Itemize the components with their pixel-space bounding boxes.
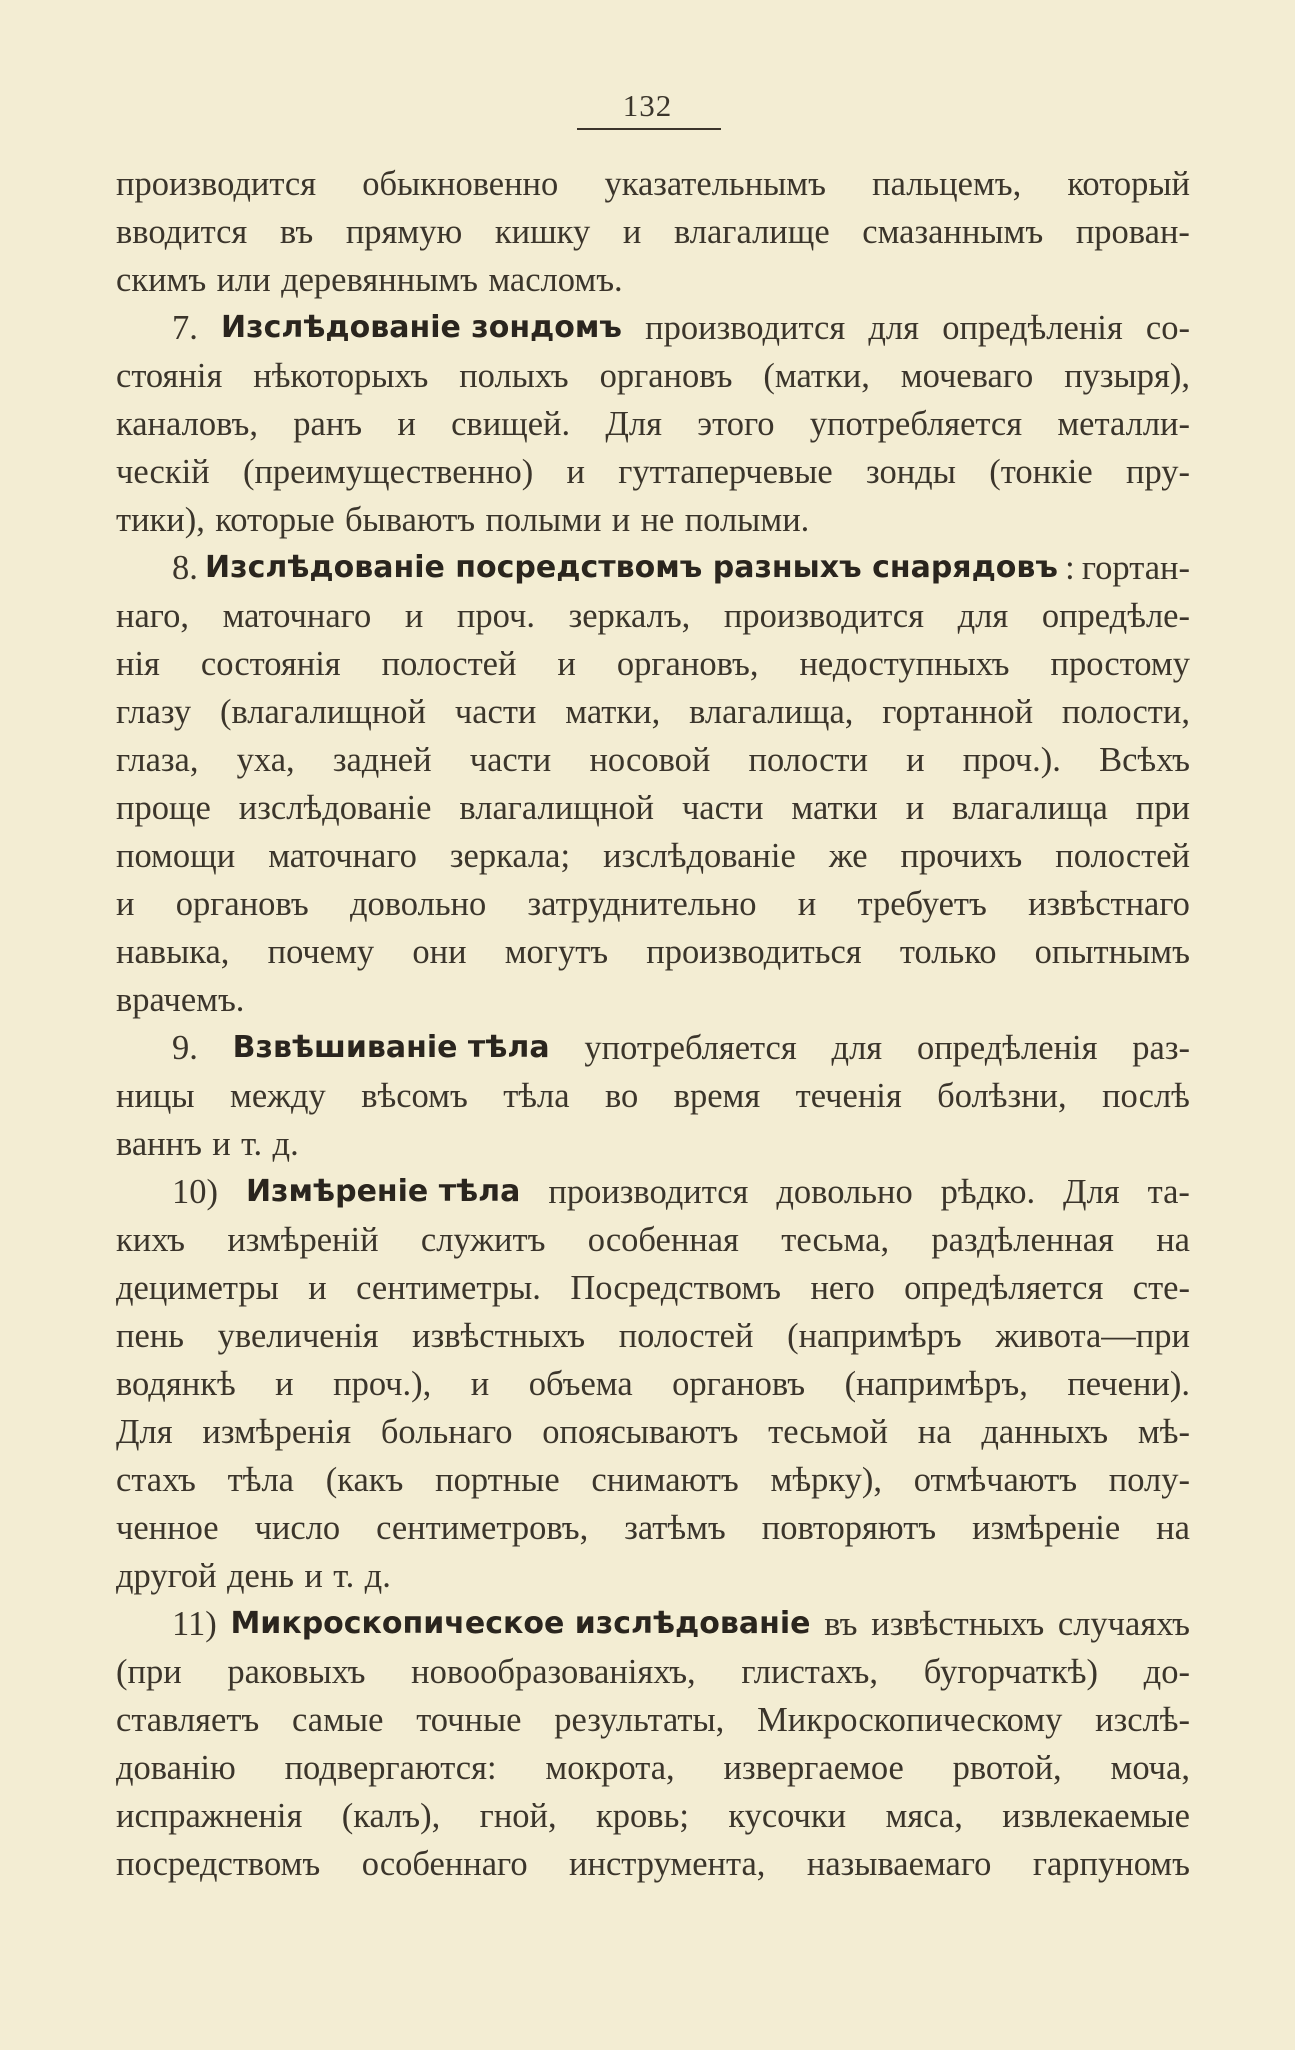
text-word: тесьмой — [768, 1413, 888, 1451]
text-line — [116, 1696, 1190, 1744]
text-line — [116, 1648, 1190, 1696]
text-word: полу- — [1108, 1461, 1190, 1499]
text-word: раковыхъ — [227, 1653, 366, 1691]
text-line — [116, 1264, 1190, 1312]
text-word: Для — [1063, 1173, 1120, 1211]
text-word: мѣрку), — [770, 1461, 882, 1499]
text-word: инструмента, — [569, 1845, 766, 1883]
text-word: сте- — [1132, 1269, 1190, 1307]
text-word: Для — [116, 1413, 173, 1451]
text-word: стоянія — [116, 357, 223, 395]
text-word: почему — [267, 933, 375, 971]
text-word: для — [868, 309, 920, 347]
text-word: кихъ — [116, 1221, 185, 1259]
text-line — [116, 1312, 1190, 1360]
text-word: проч. — [456, 597, 535, 635]
text-word: матки, — [565, 693, 661, 731]
text-word: и — [797, 885, 817, 923]
text-word: пальцемъ, — [872, 165, 1022, 203]
text-word: проч.). — [962, 741, 1061, 779]
text-word: вѣсомъ — [361, 1077, 468, 1115]
text-word: полости, — [1061, 693, 1190, 731]
text-word: прямую — [345, 213, 463, 251]
section-heading: Взвѣшиваніе тѣла — [232, 1030, 550, 1065]
text-word: та- — [1147, 1173, 1190, 1211]
text-word: (калъ), — [341, 1797, 441, 1835]
text-line — [116, 1744, 1190, 1792]
text-line — [116, 352, 1190, 400]
text-word: мѣ- — [1137, 1413, 1190, 1451]
text-line — [116, 784, 1190, 832]
body-text — [116, 160, 1190, 1888]
text-word: извергаемое — [723, 1749, 904, 1787]
text-line — [116, 1216, 1190, 1264]
text-word: послѣ — [1102, 1077, 1190, 1115]
text-word: день — [226, 1557, 295, 1595]
text-word: между — [229, 1077, 326, 1115]
text-line — [116, 736, 1190, 784]
text-word: извѣстныхъ — [412, 1317, 586, 1355]
text-word: могутъ — [504, 933, 609, 971]
text-word: они — [412, 933, 467, 971]
text-line — [116, 496, 1190, 544]
text-word: задней — [332, 741, 432, 779]
text-word: бываютъ — [345, 501, 476, 539]
text-word: мяса, — [885, 1797, 963, 1835]
text-line — [116, 688, 1190, 736]
text-word: увеличенія — [217, 1317, 379, 1355]
text-word: особеннаго — [361, 1845, 528, 1883]
text-word: кровь; — [596, 1797, 689, 1835]
text-word: нѣкоторыхъ — [253, 357, 429, 395]
text-word: которые — [215, 501, 335, 539]
text-word: пру- — [1125, 453, 1190, 491]
text-word: и — [397, 405, 416, 443]
text-word: (тонкіе — [989, 453, 1093, 491]
text-word: врачемъ. — [116, 981, 245, 1019]
text-line — [116, 592, 1190, 640]
text-word: производится — [548, 1173, 749, 1211]
text-word: проч.), — [333, 1365, 432, 1403]
text-word: пузыря), — [1064, 357, 1190, 395]
text-word: этого — [697, 405, 775, 443]
text-word: въ — [279, 213, 314, 251]
text-word: самые — [292, 1701, 384, 1739]
text-word: д. — [364, 1557, 391, 1595]
text-word: деревяннымъ — [281, 261, 478, 299]
text-word: стахъ — [116, 1461, 196, 1499]
text-word: (влагалищной — [219, 693, 426, 731]
text-word: недоступныхъ — [799, 645, 1010, 683]
text-word: д. — [272, 1125, 299, 1163]
text-word: полыхъ — [459, 357, 569, 395]
text-word: результаты, — [554, 1701, 725, 1739]
text-word: довольно — [776, 1173, 913, 1211]
text-word: и — [275, 1365, 294, 1403]
text-word: Микроскопическому — [757, 1701, 1063, 1739]
text-word: скимъ — [116, 261, 207, 299]
text-word: части — [454, 693, 537, 731]
text-word: число — [254, 1509, 341, 1547]
text-word: же — [828, 837, 868, 875]
text-word: производится — [645, 309, 846, 347]
text-line — [116, 544, 1190, 592]
text-word: органовъ, — [616, 645, 759, 683]
text-word: кусочки — [728, 1797, 847, 1835]
text-word: и — [308, 1269, 327, 1307]
text-word: рвотой, — [952, 1749, 1062, 1787]
text-word: до- — [1143, 1653, 1190, 1691]
text-word: извѣстнаго — [1028, 885, 1190, 923]
text-word: свищей. — [451, 405, 571, 443]
text-word: мокрота, — [545, 1749, 675, 1787]
text-word: ваннъ — [116, 1125, 202, 1163]
text-word: (напримѣръ — [787, 1317, 962, 1355]
section-heading: Изслѣдованіе посредствомъ разныхъ снарядовъ — [205, 550, 1058, 585]
text-word: измѣреніе — [972, 1509, 1121, 1547]
section-heading: Изслѣдованіе зондомъ — [221, 310, 622, 345]
text-word: гарпуномъ — [1032, 1845, 1190, 1883]
text-line — [116, 1408, 1190, 1456]
text-word: масломъ. — [488, 261, 623, 299]
text-word: объема — [528, 1365, 633, 1403]
text-word: портные — [435, 1461, 560, 1499]
text-word: раз- — [1132, 1029, 1190, 1067]
text-line — [116, 832, 1190, 880]
text-word: простому — [1050, 645, 1190, 683]
section-heading: Микроскопическое изслѣдованіе — [230, 1606, 811, 1641]
text-word: рѣдко. — [940, 1173, 1036, 1211]
text-word: и — [611, 501, 631, 539]
text-line — [116, 160, 1190, 208]
text-word: глазу — [116, 693, 192, 731]
text-word: тесьма, — [781, 1221, 890, 1259]
text-line — [116, 304, 1190, 352]
text-word: 7. — [172, 309, 198, 347]
text-word: данныхъ — [981, 1413, 1109, 1451]
text-word: отмѣчаютъ — [913, 1461, 1078, 1499]
text-word: сентиметровъ, — [376, 1509, 589, 1547]
text-word: изслѣдованіе — [238, 789, 432, 827]
text-word: части — [681, 789, 764, 827]
text-word: опредѣляется — [904, 1269, 1104, 1307]
text-line — [116, 928, 1190, 976]
text-word: 10) — [172, 1173, 218, 1211]
text-line — [116, 1024, 1190, 1072]
text-line — [116, 1792, 1190, 1840]
text-word: употребляется — [809, 405, 1023, 443]
page-number-rule — [577, 128, 721, 130]
text-word: (какъ — [325, 1461, 404, 1499]
text-word: и — [404, 597, 424, 635]
text-line — [116, 1360, 1190, 1408]
text-line — [116, 1456, 1190, 1504]
text-word: дециметры — [116, 1269, 279, 1307]
text-word: на — [1156, 1509, 1190, 1547]
text-word: измѣреній — [227, 1221, 379, 1259]
text-word: затѣмъ — [624, 1509, 726, 1547]
text-word: и — [906, 741, 925, 779]
text-word: на — [917, 1413, 952, 1451]
text-word: при — [1135, 789, 1190, 827]
text-word: маточнаго — [268, 837, 417, 875]
text-line — [116, 976, 1190, 1024]
text-word: него — [810, 1269, 875, 1307]
text-word: довольно — [349, 885, 487, 923]
text-word: во — [604, 1077, 639, 1115]
text-word: опытнымъ — [1034, 933, 1190, 971]
text-line — [116, 208, 1190, 256]
text-word: (преимущественно) — [242, 453, 534, 491]
text-word: извлекаемые — [1002, 1797, 1190, 1835]
text-word: и — [905, 789, 925, 827]
text-word: тики), — [116, 501, 205, 539]
text-word: и — [116, 885, 135, 923]
text-word: другой — [116, 1557, 217, 1595]
text-word: 9. — [172, 1029, 198, 1067]
text-word: полостей — [618, 1317, 754, 1355]
text-word: производится — [723, 597, 924, 635]
text-word: навыка, — [116, 933, 230, 971]
text-word: маточнаго — [222, 597, 372, 635]
text-word: или — [216, 261, 271, 299]
text-word: не — [640, 501, 675, 539]
text-word: пень — [116, 1317, 184, 1355]
text-word: ранъ — [293, 405, 363, 443]
text-word: затруднительно — [527, 885, 757, 923]
text-word: состоянія — [200, 645, 341, 683]
text-word: влагалище — [673, 213, 830, 251]
text-word: наго, — [116, 597, 189, 635]
text-word: полыми. — [684, 501, 810, 539]
text-word: и — [304, 1557, 323, 1595]
text-line — [116, 1168, 1190, 1216]
text-word: глаза, — [116, 741, 199, 779]
text-word: испражненія — [116, 1797, 303, 1835]
text-word: гуттаперчевые — [618, 453, 833, 491]
text-word: (при — [116, 1653, 182, 1691]
text-word: кишку — [494, 213, 591, 251]
text-word: т. — [241, 1125, 263, 1163]
text-word: органовъ — [175, 885, 309, 923]
text-word: больнаго — [380, 1413, 513, 1451]
text-word: мочеваго — [900, 357, 1034, 395]
text-word: болѣзни, — [937, 1077, 1067, 1115]
text-word: полостей — [381, 645, 517, 683]
text-word: бугорчаткѣ) — [923, 1653, 1098, 1691]
text-word: на — [1156, 1221, 1190, 1259]
text-word: 11) — [172, 1605, 217, 1643]
text-word: сентиметры. — [356, 1269, 541, 1307]
text-line — [116, 400, 1190, 448]
section-heading: Измѣреніе тѣла — [245, 1174, 521, 1209]
text-word: новообразованіяхъ, — [411, 1653, 696, 1691]
text-line — [116, 640, 1190, 688]
text-word: производится — [116, 165, 317, 203]
text-word: смазаннымъ — [862, 213, 1044, 251]
text-line — [116, 1072, 1190, 1120]
text-word: : — [1065, 549, 1075, 587]
text-line — [116, 448, 1190, 496]
text-word: и — [557, 645, 576, 683]
text-word: производиться — [646, 933, 862, 971]
text-word: полыми — [485, 501, 602, 539]
text-word: опоясываютъ — [542, 1413, 739, 1451]
text-word: (матки, — [763, 357, 870, 395]
text-word: Для — [605, 405, 663, 443]
text-word: уха, — [236, 741, 295, 779]
text-word: требуетъ — [857, 885, 987, 923]
text-word: для — [957, 597, 1009, 635]
text-word: и — [470, 1365, 490, 1403]
text-word: случаяхъ — [1057, 1605, 1190, 1643]
text-word: со- — [1145, 309, 1190, 347]
text-word: ставляетъ — [116, 1701, 260, 1739]
text-word: особенная — [587, 1221, 739, 1259]
text-line — [116, 880, 1190, 928]
text-word: 8. — [172, 549, 198, 587]
text-word: ченное — [116, 1509, 219, 1547]
text-word: матки — [791, 789, 878, 827]
text-word: полостей — [1055, 837, 1190, 875]
text-word: посредствомъ — [116, 1845, 321, 1883]
text-word: называемаго — [806, 1845, 992, 1883]
text-word: повторяютъ — [761, 1509, 937, 1547]
text-word: снимаютъ — [591, 1461, 739, 1499]
text-word: который — [1067, 165, 1190, 203]
text-word: живота—при — [995, 1317, 1190, 1355]
text-word: металли- — [1057, 405, 1190, 443]
text-word: органовъ — [672, 1365, 806, 1403]
text-word: тѣла — [503, 1077, 570, 1115]
text-line — [116, 1840, 1190, 1888]
text-word: теченія — [795, 1077, 902, 1115]
text-word: т. — [333, 1557, 355, 1595]
text-word: полости — [748, 741, 868, 779]
text-word: зеркала; — [449, 837, 571, 875]
text-word: указательнымъ — [604, 165, 826, 203]
text-word: прован- — [1075, 213, 1190, 251]
text-word: прочихъ — [900, 837, 1023, 875]
text-word: обыкновенно — [362, 165, 559, 203]
text-word: гной, — [479, 1797, 557, 1835]
text-word: для — [831, 1029, 883, 1067]
text-word: время — [673, 1077, 761, 1115]
text-word: извѣстныхъ — [871, 1605, 1045, 1643]
text-word: употребляется — [584, 1029, 797, 1067]
page-number: 132 — [622, 88, 673, 123]
text-word: служитъ — [420, 1221, 546, 1259]
text-word: только — [899, 933, 997, 971]
text-word: опредѣленія — [916, 1029, 1098, 1067]
text-word: ческій — [116, 453, 210, 491]
text-word: подвергаются: — [284, 1749, 497, 1787]
text-word: дованію — [116, 1749, 236, 1787]
text-word: зонды — [866, 453, 956, 491]
text-line — [116, 1552, 1190, 1600]
text-word: вводится — [116, 213, 248, 251]
text-word: (напримѣръ, — [844, 1365, 1028, 1403]
text-word: влагалища — [952, 789, 1108, 827]
text-word: проще — [116, 789, 211, 827]
text-word: каналовъ, — [116, 405, 258, 443]
text-word: ницы — [116, 1077, 195, 1115]
text-word: водянкѣ — [116, 1365, 236, 1403]
text-word: нія — [116, 645, 160, 683]
text-word: Посредствомъ — [570, 1269, 782, 1307]
text-word: моча, — [1110, 1749, 1190, 1787]
text-word: влагалищной — [459, 789, 654, 827]
text-line — [116, 1120, 1190, 1168]
text-word: измѣренія — [202, 1413, 352, 1451]
text-word: глистахъ, — [741, 1653, 878, 1691]
text-word: и — [622, 213, 642, 251]
text-word: носовой — [589, 741, 711, 779]
text-word: опредѣленія — [942, 309, 1123, 347]
text-word: Всѣхъ — [1099, 741, 1190, 779]
text-word: части — [469, 741, 552, 779]
text-word: изслѣ- — [1095, 1701, 1190, 1739]
text-line — [116, 1504, 1190, 1552]
text-word: и — [212, 1125, 231, 1163]
text-word: гортанной — [882, 693, 1034, 731]
text-word: раздѣленная — [931, 1221, 1114, 1259]
text-word: и — [566, 453, 585, 491]
text-word: тѣла — [227, 1461, 294, 1499]
text-word: влагалища, — [689, 693, 854, 731]
text-word: помощи — [116, 837, 236, 875]
text-word: гортан- — [1081, 549, 1190, 587]
text-line — [116, 1600, 1190, 1648]
text-word: опредѣле- — [1041, 597, 1190, 635]
text-word: печени). — [1067, 1365, 1190, 1403]
text-line — [116, 256, 1190, 304]
text-word: въ — [824, 1605, 858, 1643]
text-word: точные — [416, 1701, 522, 1739]
text-word: органовъ — [599, 357, 733, 395]
text-word: зеркалъ, — [568, 597, 691, 635]
text-word: изслѣдованіе — [603, 837, 796, 875]
